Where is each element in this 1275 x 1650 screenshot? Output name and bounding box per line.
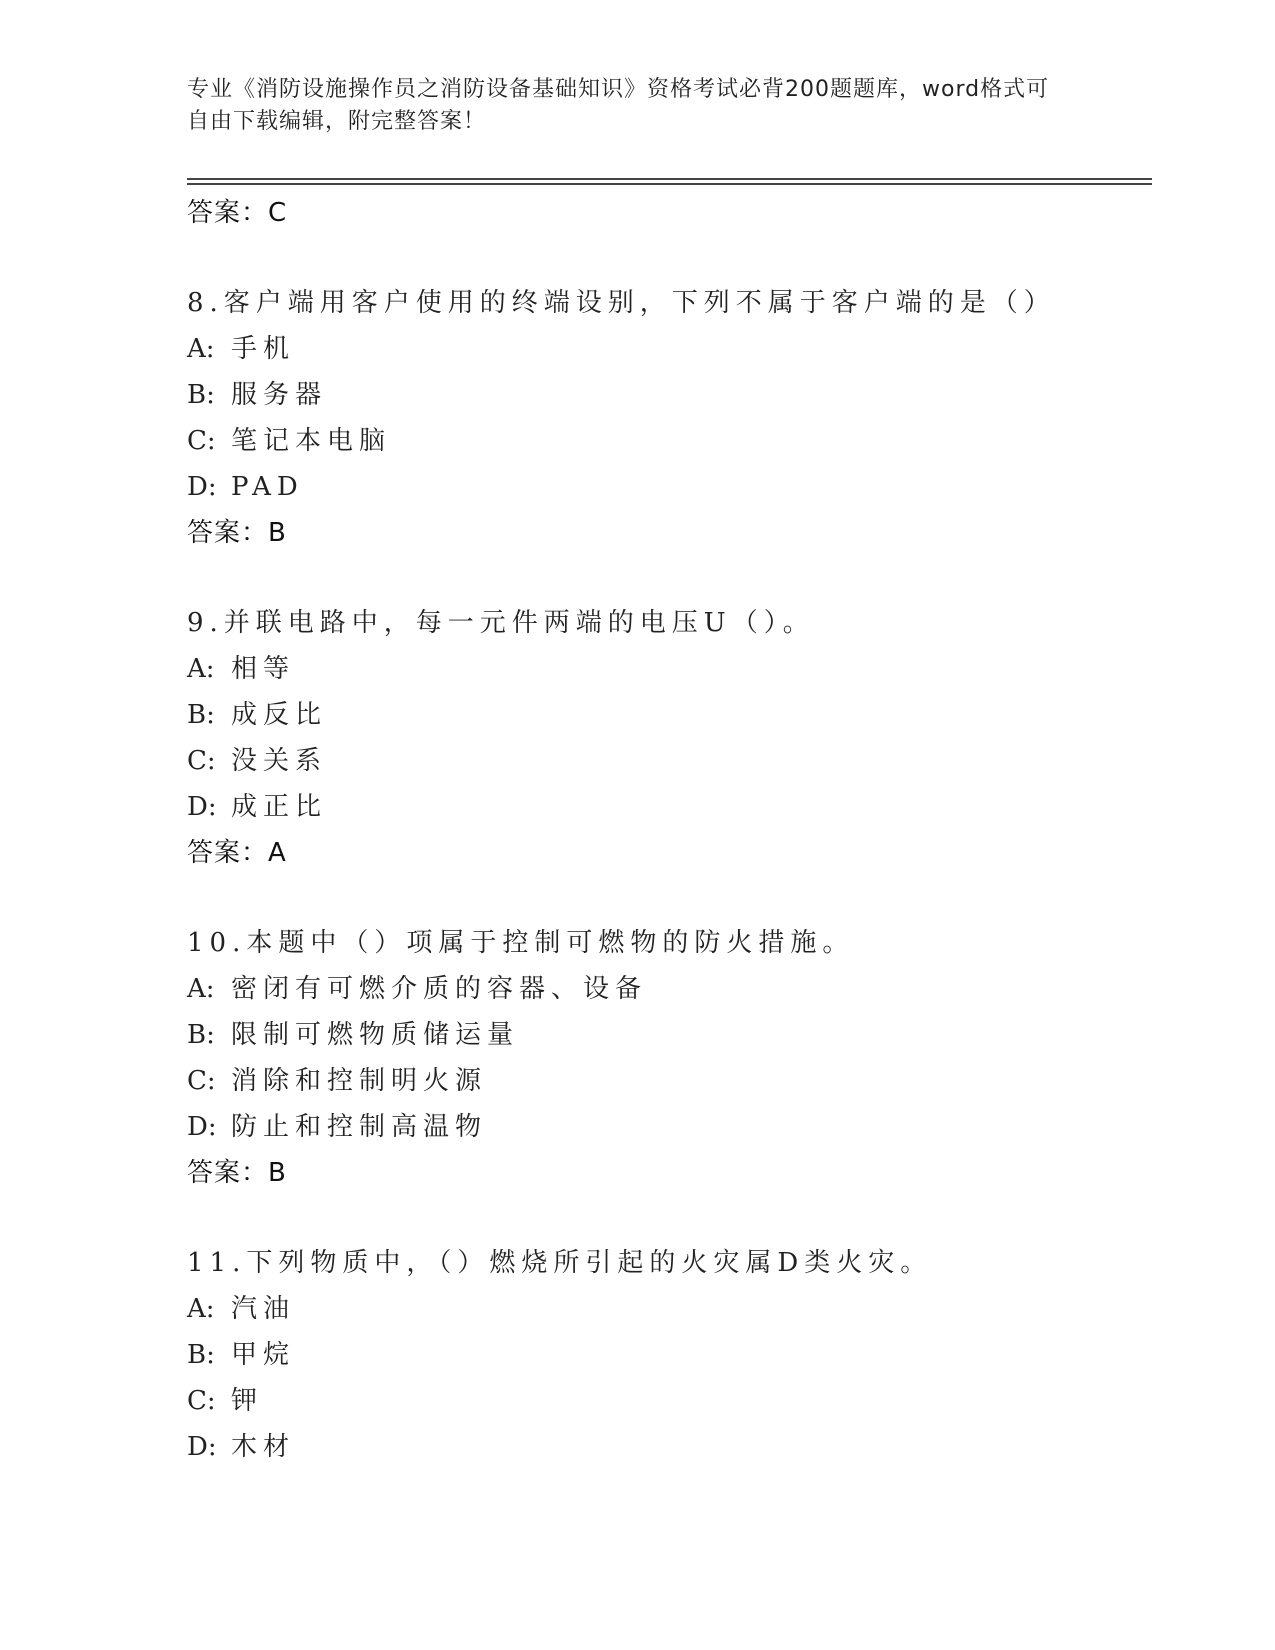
header-divider-top — [187, 178, 1152, 180]
question-10 — [187, 920, 1147, 1196]
answer-line: 答案：B — [187, 1158, 287, 1188]
option-a — [187, 966, 1147, 1012]
option-text: 消除和控制明火源 — [231, 1066, 488, 1096]
option-key: A: — [187, 334, 215, 364]
option-key: B: — [187, 1340, 215, 1370]
option-key: B: — [187, 700, 215, 730]
option-d — [187, 464, 1147, 510]
question-list — [187, 190, 1147, 1470]
option-b — [187, 1332, 1147, 1378]
question-8 — [187, 280, 1147, 556]
option-d — [187, 1104, 1147, 1150]
option-c — [187, 738, 1147, 784]
option-key: C: — [187, 1066, 216, 1096]
option-text: 没关系 — [231, 746, 328, 776]
option-text: 成正比 — [231, 792, 328, 822]
option-text: 汽油 — [231, 1294, 296, 1324]
option-text: 限制可燃物质储运量 — [231, 1020, 520, 1050]
option-key: B: — [187, 380, 215, 410]
question-11 — [187, 1240, 1147, 1470]
option-text: 钾 — [231, 1386, 264, 1416]
option-a — [187, 326, 1147, 372]
option-b — [187, 372, 1147, 418]
answer-line: 答案：A — [187, 838, 287, 868]
option-text: 木材 — [231, 1432, 296, 1462]
option-text: 防止和控制高温物 — [231, 1112, 488, 1142]
question-stem: 8.客户端用客户使用的终端设别，下列不属于客户端的是（） — [187, 288, 1056, 318]
option-text: 笔记本电脑 — [231, 426, 392, 456]
option-key: A: — [187, 1294, 215, 1324]
option-b — [187, 692, 1147, 738]
option-key: B: — [187, 1020, 215, 1050]
option-d — [187, 784, 1147, 830]
option-key: D: — [187, 792, 217, 822]
option-b — [187, 1012, 1147, 1058]
answer-line: 答案：C — [187, 198, 288, 228]
option-text: 甲烷 — [231, 1340, 296, 1370]
option-c — [187, 1058, 1147, 1104]
option-key: C: — [187, 746, 216, 776]
option-a — [187, 646, 1147, 692]
header-divider-bottom — [187, 183, 1152, 185]
option-key: D: — [187, 1112, 217, 1142]
option-text: 相等 — [231, 654, 296, 684]
option-key: D: — [187, 1432, 217, 1462]
option-text: 手机 — [231, 334, 296, 364]
option-a — [187, 1286, 1147, 1332]
option-key: A: — [187, 974, 215, 1004]
question-stem: 9.并联电路中，每一元件两端的电压U（）。 — [187, 608, 815, 638]
question-stem: 11.下列物质中，（）燃烧所引起的火灾属D类火灾。 — [187, 1248, 933, 1278]
option-c — [187, 1378, 1147, 1424]
question-9 — [187, 600, 1147, 876]
option-text: 服务器 — [231, 380, 328, 410]
document-header: 专业《消防设施操作员之消防设备基础知识》资格考试必背200题题库，word格式可自由下载编辑，附完整答案！ — [187, 77, 1050, 134]
option-c — [187, 418, 1147, 464]
option-text: 成反比 — [231, 700, 328, 730]
option-text: PAD — [231, 472, 304, 502]
option-text: 密闭有可燃介质的容器、设备 — [231, 974, 648, 1004]
option-key: A: — [187, 654, 215, 684]
option-key: D: — [187, 472, 217, 502]
option-key: C: — [187, 1386, 216, 1416]
answer-line: 答案：B — [187, 518, 287, 548]
question-stem: 10.本题中（）项属于控制可燃物的防火措施。 — [187, 928, 855, 958]
option-key: C: — [187, 426, 216, 456]
option-d — [187, 1424, 1147, 1470]
